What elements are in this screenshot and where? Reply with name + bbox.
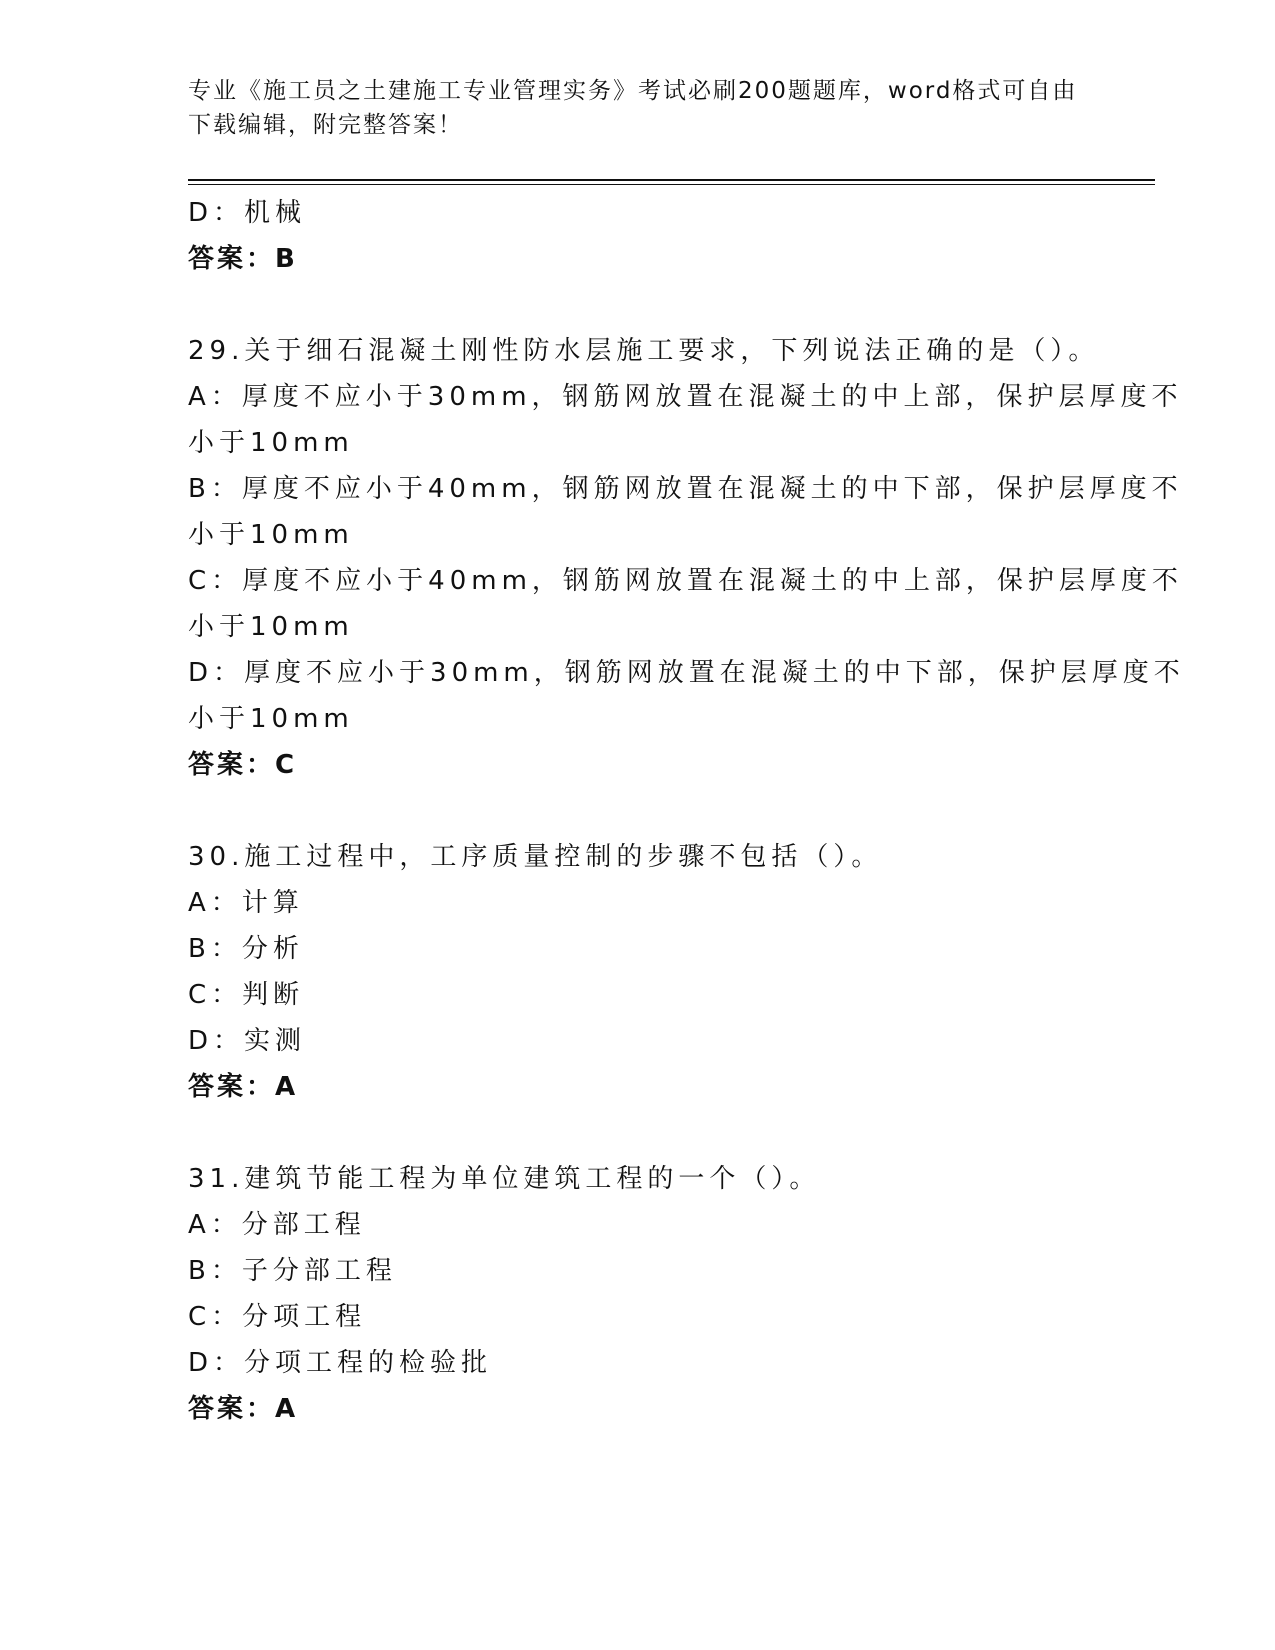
q29-option-b-line-2: 小于10mm — [188, 520, 354, 550]
q29-option-b-line-1: B：厚度不应小于40mm，钢筋网放置在混凝土的中下部，保护层厚度不 — [188, 474, 1183, 504]
header-line-1: 专业《施工员之土建施工专业管理实务》考试必刷200题题库，word格式可自由 — [188, 78, 1078, 104]
q30-option-d: D：实测 — [188, 1026, 307, 1056]
q31-option-b: B：子分部工程 — [188, 1256, 397, 1286]
q31-answer: 答案：A — [188, 1394, 299, 1424]
q30-answer: 答案：A — [188, 1072, 299, 1102]
header-rule-thick — [188, 179, 1155, 181]
q29-option-c-line-1: C：厚度不应小于40mm，钢筋网放置在混凝土的中上部，保护层厚度不 — [188, 566, 1183, 596]
header-line-2: 下载编辑，附完整答案！ — [188, 112, 463, 138]
prev-option-d: D：机械 — [188, 198, 307, 228]
spacer — [188, 788, 1088, 834]
q29-option-d-line-1: D：厚度不应小于30mm，钢筋网放置在混凝土的中下部，保护层厚度不 — [188, 658, 1185, 688]
q30-option-c: C：判断 — [188, 980, 305, 1010]
q30-question: 30.施工过程中，工序质量控制的步骤不包括（）。 — [188, 842, 883, 872]
spacer — [188, 1110, 1088, 1156]
prev-answer: 答案：B — [188, 244, 298, 274]
q29-option-c-line-2: 小于10mm — [188, 612, 354, 642]
q31-option-c: C：分项工程 — [188, 1302, 367, 1332]
q31-question: 31.建筑节能工程为单位建筑工程的一个（）。 — [188, 1164, 821, 1194]
q29-question: 29.关于细石混凝土刚性防水层施工要求，下列说法正确的是（）。 — [188, 336, 1100, 366]
q29-option-a-line-1: A：厚度不应小于30mm，钢筋网放置在混凝土的中上部，保护层厚度不 — [188, 382, 1183, 412]
header-rule-thin — [188, 184, 1155, 185]
q30-option-b: B：分析 — [188, 934, 304, 964]
document-header — [188, 74, 1078, 142]
q31-option-a: A：分部工程 — [188, 1210, 366, 1240]
question-content — [188, 190, 1185, 1432]
q31-option-d: D：分项工程的检验批 — [188, 1348, 493, 1378]
spacer — [188, 282, 1088, 328]
q29-answer: 答案：C — [188, 750, 298, 780]
q29-option-d-line-2: 小于10mm — [188, 704, 354, 734]
q29-option-a-line-2: 小于10mm — [188, 428, 354, 458]
q30-option-a: A：计算 — [188, 888, 304, 918]
